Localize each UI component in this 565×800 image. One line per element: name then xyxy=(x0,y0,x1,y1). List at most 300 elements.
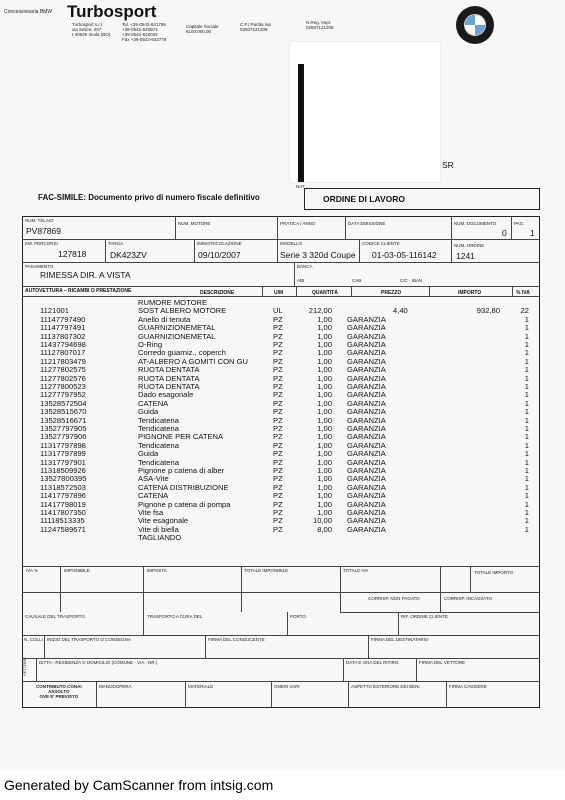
cell-um: PZ xyxy=(273,398,283,408)
emissione-label: DATA EMISSIONE xyxy=(348,221,386,226)
cell-qty: 1,00 xyxy=(317,382,332,391)
cell-desc: GUARNIZIONEMETAL xyxy=(138,323,216,333)
cell-um: PZ xyxy=(273,440,283,450)
cell-um: PZ xyxy=(273,516,283,526)
cell-um: PZ xyxy=(273,449,283,459)
cell-price: GARANZIA xyxy=(347,491,386,501)
cell-price: GARANZIA xyxy=(347,373,386,383)
cell-price: GARANZIA xyxy=(347,440,386,450)
cell-desc: RUMORE MOTORE xyxy=(138,298,208,307)
divider xyxy=(287,612,288,635)
firma-vettore-label: FIRMA DEL VETTORE xyxy=(419,660,466,665)
logo-quadrant xyxy=(475,25,485,35)
cell-code: 11127807017 xyxy=(40,348,86,358)
telaio-label: NUM. TELAIO xyxy=(25,218,54,223)
inizio-trasporto-label: INIZIO DEL TRASPORTO O CONSEGNA xyxy=(47,637,131,642)
cell-code: 11317797901 xyxy=(40,457,86,467)
nat-label: NAT xyxy=(296,184,305,189)
km-label: KM. PERCORSI xyxy=(25,241,58,246)
cell-code: 11417807350 xyxy=(40,508,86,517)
cell-iva: 1 xyxy=(524,499,529,509)
cell-price: GARANZIA xyxy=(347,356,386,366)
divider xyxy=(22,658,540,659)
divider xyxy=(22,286,540,287)
cell-price: GARANZIA xyxy=(347,482,386,492)
km-value: 127818 xyxy=(58,249,87,259)
divider xyxy=(512,286,513,296)
order-title-box xyxy=(304,188,540,210)
divider xyxy=(368,635,369,658)
cell-iva: 1 xyxy=(524,348,529,358)
cell-qty: 10,00 xyxy=(312,516,332,526)
divider xyxy=(277,239,278,262)
cell-desc: CATENA xyxy=(138,491,169,501)
pratica-label: PRATICA / ANNO xyxy=(280,221,316,226)
imposta-label: IMPOSTA xyxy=(147,568,167,573)
cell-desc: O-Ring xyxy=(138,340,163,349)
cell-um: PZ xyxy=(273,373,283,383)
cell-code: 11417798019 xyxy=(40,499,86,509)
redaction-patch xyxy=(290,42,440,182)
cell-code: 11437794698 xyxy=(40,340,86,349)
immatr-value: 09/10/2007 xyxy=(198,250,241,260)
cell-price: GARANZIA xyxy=(347,432,386,442)
banca-label: BANCA xyxy=(297,264,313,269)
cell-iva: 1 xyxy=(524,340,529,349)
ordine-label: NUM. ORDINE xyxy=(454,243,485,248)
cell-code: 13527797906 xyxy=(40,432,87,442)
col-importo: IMPORTO xyxy=(458,290,482,296)
table-row xyxy=(0,534,565,542)
cell-iva: 1 xyxy=(524,424,529,433)
cell-desc: RUOTA DENTATA xyxy=(138,365,200,375)
cell-iva: 1 xyxy=(524,415,529,425)
col-descrizione: DESCRIZIONE xyxy=(200,290,235,296)
phone-line: Fax +39-0542-642778 xyxy=(122,37,167,42)
cell-code: 11217803479 xyxy=(40,356,86,366)
cell-code: 11317797898 xyxy=(40,440,86,450)
cell-code: 11137807302 xyxy=(40,331,86,341)
cell-um: PZ xyxy=(273,340,283,349)
cell-desc: ASA-Vite xyxy=(138,474,169,484)
cell-desc: Guida xyxy=(138,449,159,459)
divider xyxy=(296,286,297,296)
logo-quadrants xyxy=(464,14,486,36)
divider xyxy=(22,635,540,636)
divider xyxy=(348,681,349,708)
divider xyxy=(294,262,295,286)
cell-um: PZ xyxy=(273,382,283,391)
cell-code: 13528515670 xyxy=(40,407,87,417)
cell-um: PZ xyxy=(273,331,283,341)
divider xyxy=(143,612,144,635)
contributo-line: OVE E' PREVISTO xyxy=(39,694,79,699)
phone-line: +39-0542-640033 xyxy=(122,32,158,37)
register-label: N.Reg. Impr. xyxy=(306,20,332,25)
data-ritiro-label: DATA E ORA DEL RITIRO xyxy=(346,660,399,665)
cc-label: C/C - IBAN xyxy=(400,278,423,283)
cliente-label: CODICE CLIENTE xyxy=(362,241,400,246)
cell-iva: 1 xyxy=(524,474,529,484)
cell-code: 11247589671 xyxy=(40,524,86,534)
pagamento-label: PAGAMENTO xyxy=(25,264,54,269)
cell-qty: 1,00 xyxy=(317,440,332,450)
divider xyxy=(398,612,399,635)
telaio-value: PV87869 xyxy=(26,226,61,236)
brand-name: Turbosport xyxy=(67,2,157,21)
cell-um: PZ xyxy=(273,390,283,400)
divider xyxy=(440,566,441,612)
cell-desc: Pignone p catena di alber xyxy=(138,466,225,475)
cell-price: GARANZIA xyxy=(347,382,386,391)
divider xyxy=(36,658,37,681)
motore-label: NUM. MOTORE xyxy=(178,221,211,226)
cell-price: GARANZIA xyxy=(347,365,386,375)
cell-qty: 1,00 xyxy=(317,432,332,442)
divider xyxy=(359,239,360,262)
cell-code: 11318509926 xyxy=(40,466,86,475)
n-colli-label: N. COLLI xyxy=(24,637,43,642)
cell-desc: TAGLIANDO xyxy=(138,533,182,543)
contributo-line: CONTRIBUTO CONAI xyxy=(36,684,82,689)
cell-qty: 1,00 xyxy=(317,499,332,509)
cell-desc: RUOTA DENTATA xyxy=(138,373,200,383)
cell-um: PZ xyxy=(273,348,283,358)
cell-qty: 1,00 xyxy=(317,356,332,366)
cell-code: 13528572504 xyxy=(40,398,87,408)
cell-price: GARANZIA xyxy=(347,390,386,400)
cell-amount: 932,80 xyxy=(476,306,500,316)
logo-quadrant xyxy=(465,25,475,35)
cell-qty: 1,00 xyxy=(317,457,332,467)
cell-code: 11277797952 xyxy=(40,390,86,400)
cell-code: 1121001 xyxy=(40,306,69,316)
divider xyxy=(44,635,45,658)
cell-um: PZ xyxy=(273,491,283,501)
firma-cassiere-label: FIRMA CASSIERE xyxy=(449,684,487,689)
cliente-value: 01-03-05-116142 xyxy=(372,250,437,260)
cell-desc: Tendicatena xyxy=(138,415,179,425)
divider xyxy=(340,566,341,612)
divider xyxy=(22,681,540,682)
divider xyxy=(185,681,186,708)
divider xyxy=(262,286,263,296)
cell-um: PZ xyxy=(273,356,283,366)
cab-label: CAB xyxy=(352,278,362,283)
cell-price: GARANZIA xyxy=(347,457,386,467)
abi-label: ABI xyxy=(297,278,305,283)
cell-iva: 1 xyxy=(524,356,529,366)
cell-um: PZ xyxy=(273,314,283,324)
divider xyxy=(351,286,352,296)
divider xyxy=(22,592,540,593)
cell-qty: 1,00 xyxy=(317,449,332,459)
cell-desc: Tendicatena xyxy=(138,440,179,450)
register-number xyxy=(306,20,334,30)
cell-qty: 1,00 xyxy=(317,398,332,408)
cell-um: PZ xyxy=(273,466,283,475)
cell-um: UL xyxy=(273,306,283,316)
cell-iva: 1 xyxy=(524,390,529,400)
cell-qty: 1,00 xyxy=(317,424,332,433)
divider xyxy=(96,681,97,708)
company-line: I-40026 Imola (BO) xyxy=(72,32,111,37)
cell-iva: 1 xyxy=(524,466,529,475)
divider xyxy=(205,635,206,658)
cell-qty: 1,00 xyxy=(317,466,332,475)
cell-price: GARANZIA xyxy=(347,449,386,459)
cell-price: 4,40 xyxy=(393,306,408,316)
divider xyxy=(416,658,417,681)
company-line: via Selice, 207 xyxy=(72,27,102,32)
divider xyxy=(175,216,176,239)
cell-qty: 1,00 xyxy=(317,365,332,375)
totale-importo-label: TOTALE IMPORTO xyxy=(474,570,514,575)
ditta-label: DITTA - RESIDENZA O DOMICILIO (COMUNE - VIA - NR.) xyxy=(39,660,158,665)
immatr-label: IMMATRICOLAZIONE xyxy=(197,241,242,246)
vat-value: 02507121208 xyxy=(240,27,268,32)
cell-iva: 1 xyxy=(524,491,529,501)
targa-label: TARGA xyxy=(108,241,124,246)
logo-quadrant xyxy=(465,15,475,25)
cell-iva: 1 xyxy=(524,331,529,341)
cell-iva: 1 xyxy=(524,323,529,333)
pag-label: PAG. xyxy=(514,221,525,226)
causale-label: CAUSALE DEL TRASPORTO xyxy=(25,614,85,619)
firma-destinatario-label: FIRMA DEL DESTINATARIO xyxy=(371,637,429,642)
cell-iva: 1 xyxy=(524,440,529,450)
ordine-value: 1241 xyxy=(456,251,475,261)
cell-iva: 1 xyxy=(524,382,529,391)
corrisp-incassato-label: CORRISP. INCASSATO xyxy=(444,596,493,601)
col-um: U/M xyxy=(274,290,284,296)
cell-iva: 1 xyxy=(524,365,529,375)
cell-price: GARANZIA xyxy=(347,348,386,358)
cell-um: PZ xyxy=(273,365,283,375)
cell-price: GARANZIA xyxy=(347,424,386,433)
cell-iva: 1 xyxy=(524,516,529,526)
cell-iva: 1 xyxy=(524,398,529,408)
cell-qty: 1,00 xyxy=(317,390,332,400)
cell-iva: 1 xyxy=(524,524,529,534)
divider xyxy=(345,216,346,239)
cell-price: GARANZIA xyxy=(347,508,386,517)
phone-line: +39-0542-640974 xyxy=(122,27,158,32)
company-line: Turbosport s.r.l. xyxy=(72,22,104,27)
iva-pct-label: IVA % xyxy=(26,568,38,573)
line-items xyxy=(0,299,565,559)
cell-price: GARANZIA xyxy=(347,331,386,341)
table-row xyxy=(0,526,565,534)
cell-um: PZ xyxy=(273,508,283,517)
cell-qty: 1,00 xyxy=(317,348,332,358)
vettore-side-label: VETTORE xyxy=(22,657,27,676)
cell-iva: 1 xyxy=(524,482,529,492)
num-doc-value: 0 xyxy=(502,228,507,238)
cell-desc: Vite fsa xyxy=(138,508,164,517)
capital-label: Capitale Sociale xyxy=(186,24,219,29)
capital-value: €100.000,00 xyxy=(186,29,212,34)
porto-label: PORTO xyxy=(290,614,306,619)
contributo-line: ASSOLTO xyxy=(48,689,70,694)
cell-um: PZ xyxy=(273,323,283,333)
cell-code: 11147797490 xyxy=(40,314,86,324)
cell-desc: SOST ALBERO MOTORE xyxy=(138,306,227,316)
divider xyxy=(60,566,61,612)
cell-qty: 1,00 xyxy=(317,491,332,501)
cell-desc: Anello di tenuta xyxy=(138,314,191,324)
cell-price: GARANZIA xyxy=(347,314,386,324)
cell-desc: PIGNONE PER CATENA xyxy=(138,432,224,442)
cell-qty: 212,00 xyxy=(308,306,332,316)
targa-value: DK423ZV xyxy=(110,250,147,260)
cell-qty: 1,00 xyxy=(317,415,332,425)
cell-um: PZ xyxy=(273,482,283,492)
share-capital xyxy=(186,24,219,34)
divider xyxy=(451,216,452,262)
cell-desc: CATENA DISTRIBUZIONE xyxy=(138,482,229,492)
cell-um: PZ xyxy=(273,524,283,534)
divider xyxy=(470,566,471,592)
manodopera-label: MANODOPERA xyxy=(99,684,132,689)
cell-um: PZ xyxy=(273,499,283,509)
register-value: 02507121208 xyxy=(306,25,334,30)
company-address xyxy=(72,22,110,37)
cell-code: 11277802576 xyxy=(40,373,86,383)
imponibile-label: IMPONIBILE xyxy=(64,568,90,573)
divider xyxy=(143,566,144,612)
cell-code: 11118513335 xyxy=(40,516,85,526)
cell-um: PZ xyxy=(273,424,283,433)
cell-qty: 1,00 xyxy=(317,407,332,417)
cell-um: PZ xyxy=(273,457,283,467)
cell-desc: Tendicatena xyxy=(138,457,179,467)
cell-price: GARANZIA xyxy=(347,323,386,333)
partial-text: SR xyxy=(442,160,454,170)
company-phones xyxy=(122,22,166,42)
contributo-conai xyxy=(36,684,82,699)
cell-iva: 1 xyxy=(524,407,529,417)
trasporto-cura-label: TRASPORTO A CURA DEL xyxy=(147,614,203,619)
cell-code: 11277802575 xyxy=(40,365,86,375)
cell-qty: 1,00 xyxy=(317,373,332,383)
cell-price: GARANZIA xyxy=(347,407,386,417)
divider xyxy=(105,239,106,262)
totale-iva-label: TOTALE IVA xyxy=(343,568,369,573)
cell-iva: 22 xyxy=(520,306,529,316)
cell-code: 11417797896 xyxy=(40,491,86,501)
cell-desc: Vite di biella xyxy=(138,524,179,534)
cell-desc: GUARNIZIONEMETAL xyxy=(138,331,216,341)
cell-code: 11147797491 xyxy=(40,323,86,333)
cell-um: PZ xyxy=(273,432,283,442)
cell-qty: 1,00 xyxy=(317,340,332,349)
cell-um: PZ xyxy=(273,415,283,425)
col-prezzo: PREZZO xyxy=(381,290,402,296)
cell-um: PZ xyxy=(273,474,283,484)
divider xyxy=(511,216,512,239)
cell-iva: 1 xyxy=(524,449,529,459)
cell-code: 13528516671 xyxy=(40,415,87,425)
cell-desc: AT-ALBERO A GOMITI CON GU xyxy=(138,356,248,366)
cell-desc: Pignone p catena di pompa xyxy=(138,499,231,509)
concession-label: Concessionaria BMW xyxy=(4,9,53,15)
divider xyxy=(22,239,540,240)
divider xyxy=(277,216,278,239)
modello-label: MODELLO xyxy=(280,241,303,246)
divider xyxy=(22,566,540,567)
order-title: ORDINE DI LAVORO xyxy=(323,194,406,204)
cell-price: GARANZIA xyxy=(347,415,386,425)
cell-desc: Guida xyxy=(138,407,159,417)
cell-desc: Corredo guarniz., coperch xyxy=(138,348,226,358)
cell-desc: Tendicatena xyxy=(138,424,179,433)
cell-qty: 1,00 xyxy=(317,314,332,324)
logo-quadrant xyxy=(475,15,485,25)
cell-price: GARANZIA xyxy=(347,516,386,526)
cell-iva: 1 xyxy=(524,314,529,324)
col-codice: AUTOVETTURA – RICAMBI O PRESTAZIONE xyxy=(25,288,132,294)
cell-price: GARANZIA xyxy=(347,499,386,509)
cell-qty: 1,00 xyxy=(317,508,332,517)
cell-price: GARANZIA xyxy=(347,474,386,484)
cell-code: 13527797905 xyxy=(40,424,87,433)
divider xyxy=(194,239,195,262)
redaction-edge xyxy=(298,64,304,182)
col-iva: % IVA xyxy=(516,290,530,296)
cell-code: 11317797899 xyxy=(40,449,86,459)
cell-qty: 8,00 xyxy=(317,524,332,534)
divider xyxy=(446,681,447,708)
cell-iva: 1 xyxy=(524,432,529,442)
materiale-label: MATERIALE xyxy=(188,684,214,689)
divider xyxy=(241,566,242,612)
facsimile-notice: FAC-SIMILE: Documento privo di numero fiscale definitivo xyxy=(38,193,260,202)
phone-line: Tel. +39-0542-641786 xyxy=(122,22,166,27)
cell-qty: 1,00 xyxy=(317,482,332,492)
cell-desc: Dado esagonale xyxy=(138,390,194,400)
divider xyxy=(22,296,540,297)
divider xyxy=(22,262,540,263)
divider xyxy=(271,681,272,708)
cell-price: GARANZIA xyxy=(347,466,386,475)
cell-code: 13527800395 xyxy=(40,474,87,484)
num-doc-label: NUM. DOCUMENTO xyxy=(454,221,497,226)
cell-iva: 1 xyxy=(524,457,529,467)
bmw-roundel-logo xyxy=(456,6,494,44)
divider xyxy=(429,286,430,296)
modello-value: Serie 3 320d Coupe xyxy=(280,250,356,260)
cell-um: PZ xyxy=(273,407,283,417)
cell-price: GARANZIA xyxy=(347,398,386,408)
aspetto-label: ASPETTO ESTERIORE DEI BENI xyxy=(351,684,420,689)
divider xyxy=(343,658,344,681)
cell-price: GARANZIA xyxy=(347,524,386,534)
cell-qty: 1,00 xyxy=(317,474,332,484)
rif-ordine-label: RIF. ORDINE CLIENTE xyxy=(401,614,449,619)
col-quantita: QUANTITÀ xyxy=(312,290,338,296)
cell-qty: 1,00 xyxy=(317,331,332,341)
corrisp-non-pagato-label: CORRISP. NON PAGATO xyxy=(368,596,420,601)
pag-value: 1 xyxy=(530,228,535,238)
scanner-watermark: Generated by CamScanner from intsig.com xyxy=(4,777,274,793)
cell-iva: 1 xyxy=(524,373,529,383)
divider xyxy=(340,612,540,613)
vat-label: C.F./ Partita Iva xyxy=(240,22,271,27)
firma-conducente-label: FIRMA DEL CONDUCENTE xyxy=(208,637,265,642)
oneri-label: ONERI VARI xyxy=(274,684,300,689)
pagamento-value: RIMESSA DIR. A VISTA xyxy=(40,270,131,280)
